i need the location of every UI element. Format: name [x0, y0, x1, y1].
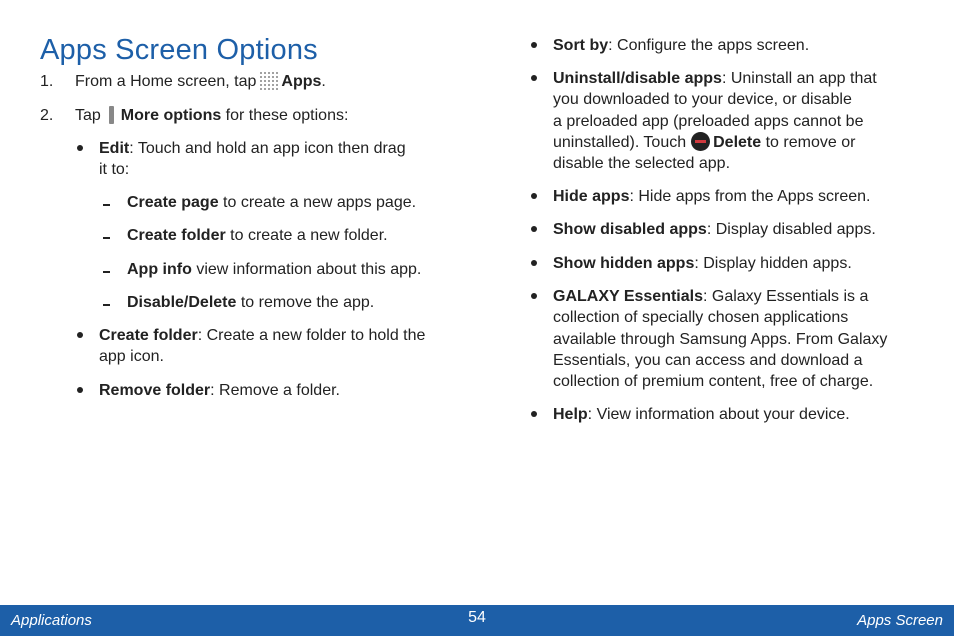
- bullet-bold: Hide apps: [553, 188, 630, 205]
- bullet-text: : Remove a folder.: [210, 382, 340, 399]
- bullet-show-hidden-apps: [553, 253, 933, 274]
- bullet-dot: [531, 260, 537, 266]
- bullet-text: : Display disabled apps.: [706, 221, 876, 238]
- bullet-create-folder: [99, 325, 469, 368]
- bullet-bold: Help: [553, 406, 588, 423]
- bullet-bold: GALAXY Essentials: [553, 288, 703, 305]
- bullet-dot: [531, 42, 537, 48]
- bullet-dot: [531, 411, 537, 417]
- step-text: From a Home screen, tap: [75, 73, 257, 90]
- bullet-text: : Create a new folder to hold the: [197, 327, 426, 344]
- bullet-help: [553, 404, 933, 425]
- bullet-dot: [531, 226, 537, 232]
- bullet-bold: Create folder: [99, 327, 198, 344]
- bullet-dot: [77, 387, 83, 393]
- dash-marker: [103, 304, 110, 306]
- bullet-bold: Edit: [99, 140, 130, 157]
- bullet-edit: [99, 138, 469, 181]
- bullet-bold: Delete: [713, 133, 762, 151]
- sub-text: to remove the app.: [236, 294, 375, 311]
- bullet-text: : Galaxy Essentials is a: [702, 288, 869, 305]
- bullet-bold: Uninstall/disable apps: [553, 70, 722, 87]
- bullet-dot: [531, 293, 537, 299]
- bullet-text: available through Samsung Apps. From Galaxy: [553, 330, 888, 348]
- bullet-bold: Show disabled apps: [553, 221, 707, 238]
- footer-section: Applications: [11, 612, 92, 629]
- step-number: 2.: [40, 107, 54, 124]
- bullet-dot: [77, 145, 83, 151]
- sub-bold: Disable/Delete: [127, 294, 237, 311]
- bullet-text: uninstalled). Touch: [553, 133, 687, 151]
- sub-text: to create a new folder.: [225, 227, 388, 244]
- dash-marker: [103, 204, 110, 206]
- bullet-text: Essentials, you can access and download a: [553, 351, 863, 369]
- bullet-text: disable the selected app.: [553, 155, 731, 173]
- bullet-sort-by: [553, 35, 933, 56]
- sub-item-app-info: [127, 259, 421, 280]
- bullet-bold: Remove folder: [99, 382, 211, 399]
- page-title: Apps Screen Options: [40, 34, 318, 66]
- bullet-text: app icon.: [99, 348, 164, 366]
- sub-bold: Create folder: [127, 227, 226, 244]
- bullet-text: : Uninstall an app that: [721, 70, 877, 87]
- bullet-bold: Sort by: [553, 37, 609, 54]
- bullet-text: : Configure the apps screen.: [608, 37, 810, 54]
- step-bold: Apps: [281, 73, 322, 90]
- bullet-remove-folder: [99, 380, 469, 401]
- bullet-text: you downloaded to your device, or disable: [553, 91, 852, 109]
- apps-grid-icon: [259, 71, 279, 91]
- sub-item-disable-delete: [127, 292, 374, 313]
- bullet-text: collection of premium content, free of charge.: [553, 373, 874, 391]
- sub-item-create-page: [127, 192, 416, 213]
- page-footer: [0, 605, 954, 636]
- more-options-icon: [109, 106, 114, 124]
- dash-marker: [103, 271, 110, 273]
- step-text-end: for these options:: [221, 107, 349, 124]
- sub-text: view information about this app.: [191, 261, 422, 278]
- bullet-text: : Touch and hold an app icon then drag: [129, 140, 406, 157]
- footer-chapter: Apps Screen: [857, 612, 943, 629]
- bullet-uninstall-disable: [553, 68, 933, 174]
- sub-bold: App info: [127, 261, 192, 278]
- bullet-dot: [531, 75, 537, 81]
- bullet-bold: Show hidden apps: [553, 255, 695, 272]
- step-text: Tap: [75, 107, 101, 124]
- sub-item-create-folder: [127, 225, 388, 246]
- bullet-show-disabled-apps: [553, 219, 933, 240]
- bullet-text: to remove or: [761, 133, 856, 151]
- bullet-galaxy-essentials: [553, 286, 933, 392]
- bullet-text: : View information about your device.: [587, 406, 850, 423]
- bullet-dot: [77, 332, 83, 338]
- step-bold: More options: [120, 107, 222, 124]
- bullet-text: it to:: [99, 161, 130, 179]
- bullet-text: : Hide apps from the Apps screen.: [629, 188, 871, 205]
- delete-icon: [691, 132, 710, 151]
- bullet-text: collection of specially chosen applications: [553, 309, 849, 327]
- sub-bold: Create page: [127, 194, 219, 211]
- sub-text: to create a new apps page.: [218, 194, 417, 211]
- step-number: 1.: [40, 73, 54, 90]
- dash-marker: [103, 237, 110, 239]
- bullet-text: : Display hidden apps.: [694, 255, 852, 272]
- bullet-dot: [531, 193, 537, 199]
- bullet-text: a preloaded app (preloaded apps cannot be: [553, 112, 864, 130]
- step-text-end: .: [321, 73, 326, 90]
- bullet-hide-apps: [553, 186, 933, 207]
- page-number: 54: [468, 609, 486, 626]
